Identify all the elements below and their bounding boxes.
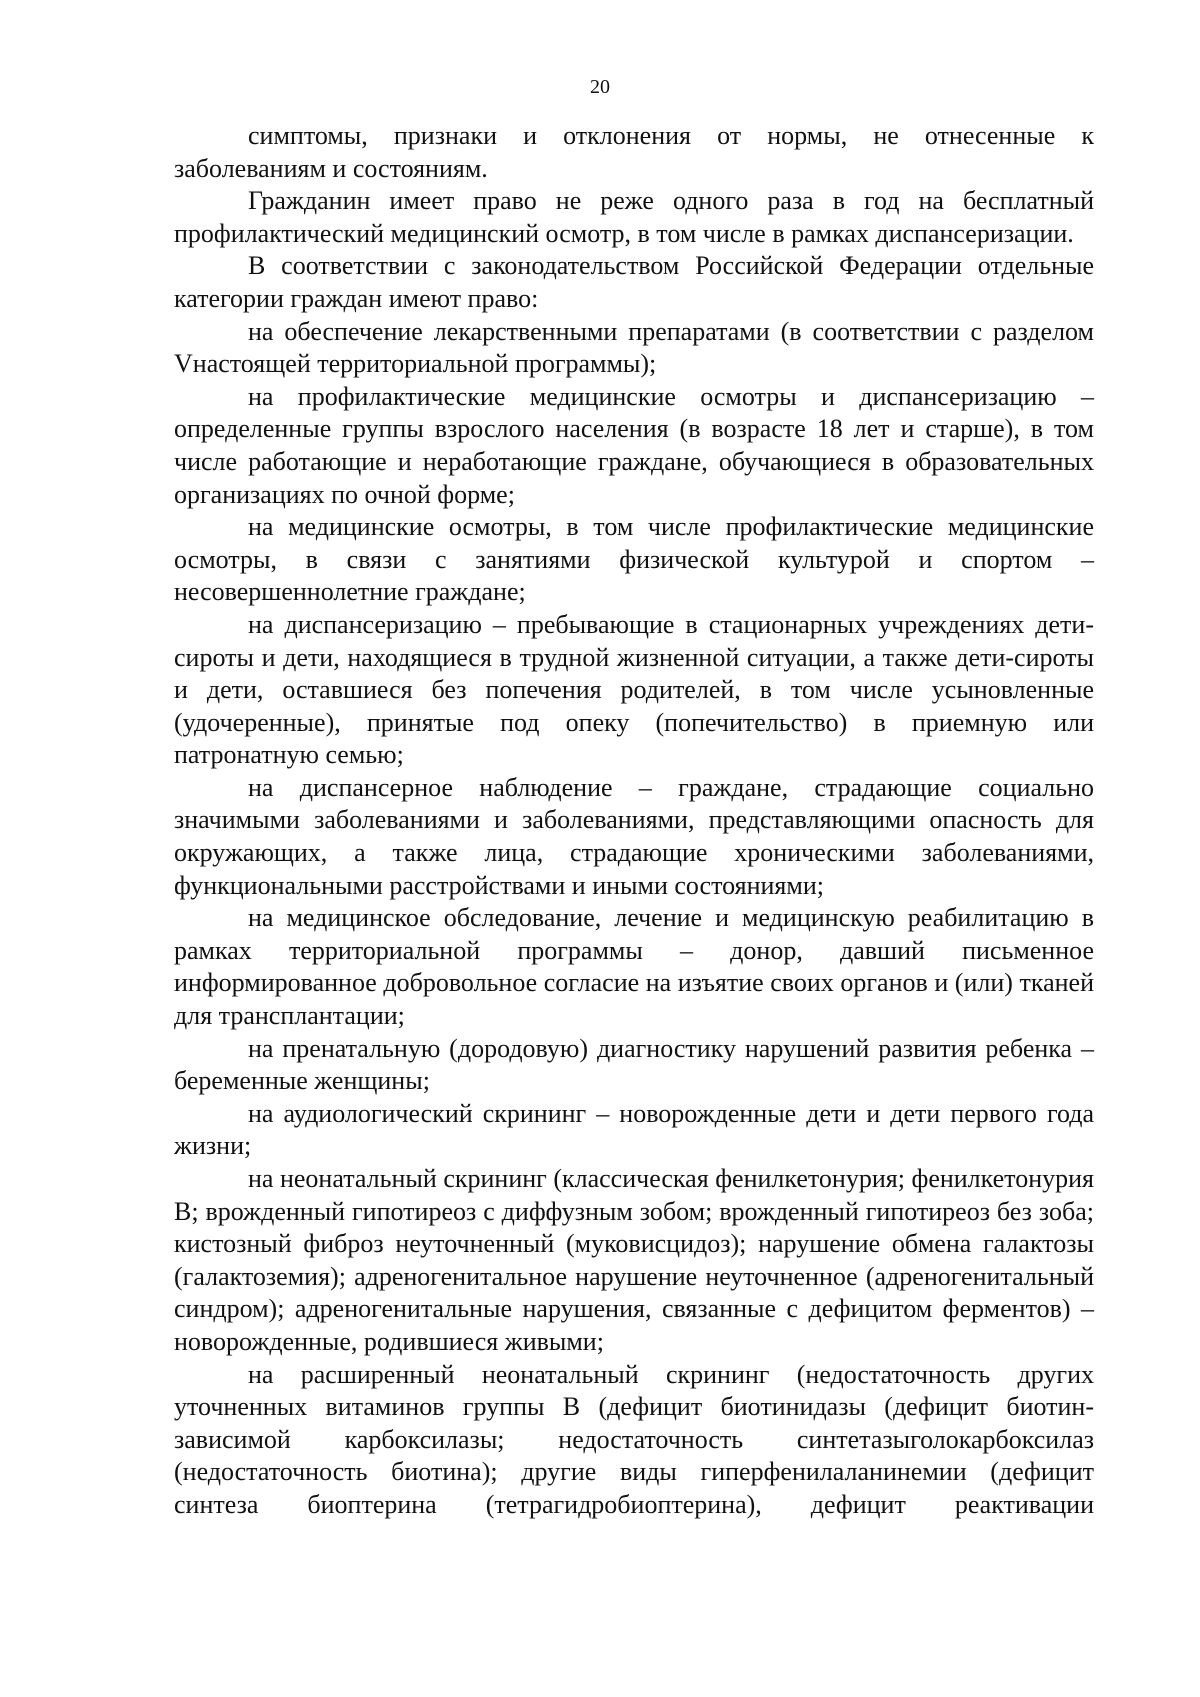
- paragraph-audiological-screening: на аудиологический скрининг – новорожденные дети и дети первого года жизни;: [174, 1098, 1094, 1161]
- paragraph-sport-exams-minors: на медицинские осмотры, в том числе профилактические медицинские осмотры, в связи с занятиями физической культурой и спортом – несовершеннолетние граждане;: [174, 512, 1094, 607]
- paragraph-preventive-exams-adults: на профилактические медицинские осмотры и диспансеризацию – определенные группы взрослого населения (в возрасте 18 лет и старше), в том числе работающие и неработающие граждане, обучающиеся в образовательных организациях по очной форме;: [174, 381, 1094, 509]
- page-number: 20: [590, 76, 610, 98]
- paragraph-donor-rights: на медицинское обследование, лечение и медицинскую реабилитацию в рамках территориальной программы – донор, давший письменное информированное добровольное согласие на изъятие своих органов и (или) тканей для трансплантации;: [174, 903, 1094, 1031]
- paragraph-dispensary-observation: на диспансерное наблюдение – граждане, страдающие социально значимыми заболеваниями и заболеваниями, представляющими опасность для окружающих, а также лица, страдающие хроническими заболеваниями, функциональными расстройствами и иными состояниями;: [174, 772, 1094, 900]
- paragraph-orphans-dispensarization: на диспансеризацию – пребывающие в стационарных учреждениях дети-сироты и дети, находящиеся в трудной жизненной ситуации, а также дети-сироты и дети, оставшиеся без попечения родителей, в том числе усыновленные (удочеренные), принятые под опеку (попечительство) в приемную или патронатную семью;: [174, 609, 1094, 770]
- paragraph-continuation: симптомы, признаки и отклонения от нормы, не отнесенные к заболеваниям и состояниям.: [174, 121, 1094, 183]
- paragraph-medicines: на обеспечение лекарственными препаратами (в соответствии с разделом Vнастоящей территориальной программы);: [174, 316, 1094, 379]
- document-body: [174, 120, 1094, 1522]
- paragraph-prenatal-diagnostics: на пренатальную (дородовую) диагностику нарушений развития ребенка – беременные женщины;: [174, 1033, 1094, 1096]
- paragraph-extended-neonatal-screening: на расширенный неонатальный скрининг (недостаточность других уточненных витаминов группы B (дефицит биотинидазы (дефицит биотин-зависимой карбоксилазы; недостаточность синтетазыголокарбоксилаз (недостаточность биотина); другие виды гиперфенилаланинемии (дефицит синтеза биоптерина (тетрагидробиоптерина), дефицит реактивации: [174, 1359, 1094, 1519]
- paragraph-neonatal-screening: на неонатальный скрининг (классическая фенилкетонурия; фенилкетонурия B; врожденный гипотиреоз с диффузным зобом; врожденный гипотиреоз без зоба; кистозный фиброз неуточненный (муковисцидоз); нарушение обмена галактозы (галактоземия); адреногенитальное нарушение неуточненное (адреногенитальный синдром); адреногенитальные нарушения, связанные с дефицитом ферментов) – новорожденные, родившиеся живыми;: [174, 1164, 1094, 1356]
- paragraph-categories-intro: В соответствии с законодательством Российской Федерации отдельные категории граждан имеют право:: [174, 251, 1094, 313]
- paragraph-free-checkup-right: Гражданин имеет право не реже одного раза в год на бесплатный профилактический медицинский осмотр, в том числе в рамках диспансеризации.: [174, 186, 1094, 248]
